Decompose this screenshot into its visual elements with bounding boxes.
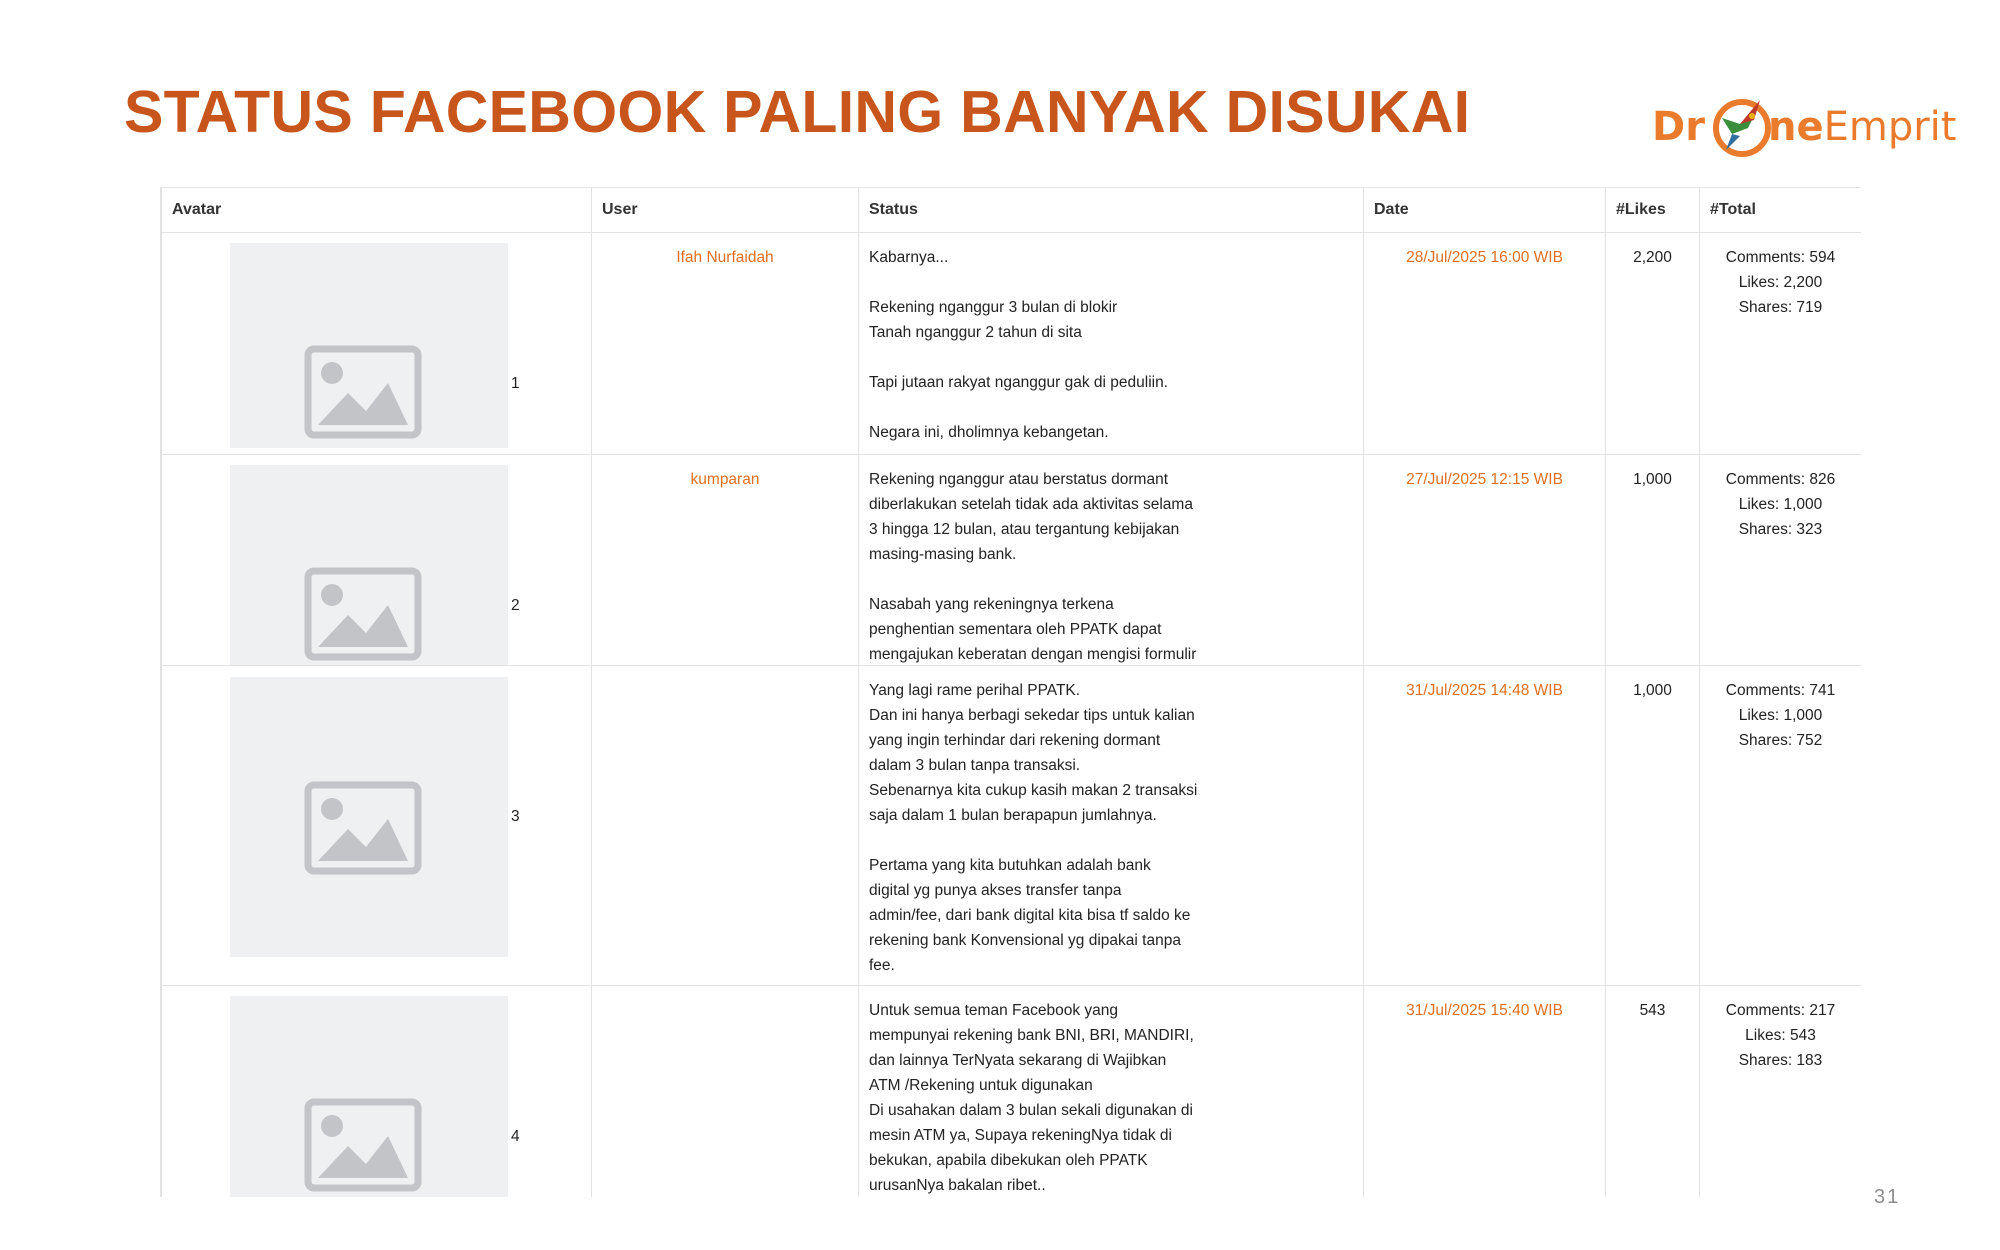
avatar-placeholder bbox=[230, 243, 508, 448]
avatar-placeholder bbox=[230, 996, 508, 1197]
shares-count: Shares: 752 bbox=[1738, 732, 1823, 749]
image-placeholder-icon bbox=[304, 345, 422, 439]
drone-emprit-logo bbox=[1650, 88, 1957, 164]
likes-total: Likes: 543 bbox=[1745, 1027, 1816, 1044]
table-row bbox=[162, 666, 1862, 986]
total-stats bbox=[1700, 986, 1862, 1198]
avatar-cell bbox=[162, 233, 592, 455]
rank-number: 3 bbox=[511, 808, 520, 825]
drone-bird-icon bbox=[1710, 90, 1774, 162]
header-status[interactable]: Status bbox=[859, 188, 1364, 233]
total-stats bbox=[1700, 455, 1862, 666]
header-total[interactable]: #Total bbox=[1700, 188, 1862, 233]
header-date[interactable]: Date bbox=[1364, 188, 1606, 233]
user-name[interactable] bbox=[592, 986, 859, 1198]
rank-number: 2 bbox=[511, 597, 520, 614]
comments-count: Comments: 741 bbox=[1725, 682, 1836, 699]
likes-count: 1,000 bbox=[1606, 455, 1700, 666]
post-date[interactable]: 31/Jul/2025 14:48 WIB bbox=[1364, 666, 1606, 986]
page-number: 31 bbox=[1874, 1186, 1901, 1208]
avatar-cell bbox=[162, 455, 592, 666]
avatar-cell bbox=[162, 666, 592, 986]
logo-text-rest: neEmprit bbox=[1768, 104, 1957, 150]
status-cell bbox=[859, 455, 1364, 666]
comments-count: Comments: 826 bbox=[1725, 471, 1836, 488]
status-text: Untuk semua teman Facebook yang mempunyai rekening bank BNI, BRI, MANDIRI, dan lainnya TerNyata sekarang di Wajibkan ATM /Rekening untuk digunakan Di usahakan dalam 3 bulan sekali digunakan di mesin ATM ya, Supaya rekeningNya tidak di bekukan, apabila dibekukan oleh PPATK urusanNya bakalan ribet.. bbox=[869, 1002, 1194, 1194]
shares-count: Shares: 323 bbox=[1738, 521, 1823, 538]
header-avatar[interactable]: Avatar bbox=[162, 188, 592, 233]
user-name[interactable] bbox=[592, 666, 859, 986]
slide-title: STATUS FACEBOOK PALING BANYAK DISUKAI bbox=[124, 79, 1471, 145]
shares-count: Shares: 183 bbox=[1738, 1052, 1823, 1069]
avatar-placeholder bbox=[230, 465, 508, 665]
header-likes[interactable]: #Likes bbox=[1606, 188, 1700, 233]
avatar-cell bbox=[162, 986, 592, 1198]
table-row bbox=[162, 986, 1862, 1198]
table-header-row bbox=[162, 188, 1862, 233]
avatar-placeholder bbox=[230, 677, 508, 957]
comments-count: Comments: 594 bbox=[1725, 249, 1836, 266]
table-row bbox=[162, 233, 1862, 455]
likes-count: 2,200 bbox=[1606, 233, 1700, 455]
header-user[interactable]: User bbox=[592, 188, 859, 233]
likes-count: 1,000 bbox=[1606, 666, 1700, 986]
likes-total: Likes: 1,000 bbox=[1738, 496, 1823, 513]
likes-count: 543 bbox=[1606, 986, 1700, 1198]
table-row bbox=[162, 455, 1862, 666]
status-text: Kabarnya... Rekening nganggur 3 bulan di blokir Tanah nganggur 2 tahun di sita Tapi jutaan rakyat nganggur gak di peduliin. Negara ini, dholimnya kebangetan. bbox=[869, 249, 1169, 441]
post-date[interactable]: 31/Jul/2025 15:40 WIB bbox=[1364, 986, 1606, 1198]
total-stats bbox=[1700, 233, 1862, 455]
status-cell bbox=[859, 233, 1364, 455]
image-placeholder-icon bbox=[304, 1098, 422, 1192]
user-name[interactable]: kumparan bbox=[592, 455, 859, 666]
post-date[interactable]: 28/Jul/2025 16:00 WIB bbox=[1364, 233, 1606, 455]
image-placeholder-icon bbox=[304, 567, 422, 661]
most-liked-status-table bbox=[161, 187, 1861, 1197]
comments-count: Comments: 217 bbox=[1725, 1002, 1836, 1019]
status-text: Rekening nganggur atau berstatus dormant diberlakukan setelah tidak ada aktivitas selama 3 hingga 12 bulan, atau tergantung kebijakan masing-masing bank. Nasabah yang rekeningnya terkena penghentian sementara oleh PPATK dapat mengajukan keberatan dengan mengisi formulir bbox=[869, 471, 1197, 663]
status-cell bbox=[859, 986, 1364, 1198]
status-text: Yang lagi rame perihal PPATK. Dan ini hanya berbagi sekedar tips untuk kalian yang ingin terhindar dari rekening dormant dalam 3 bulan tanpa transaksi. Sebenarnya kita cukup kasih makan 2 transaksi saja dalam 1 bulan berapapun jumlahnya. Pertama yang kita butuhkan adalah bank digital yg punya akses transfer tanpa admin/fee, dari bank digital kita bisa tf saldo ke rekening bank Konvensional yg dipakai tanpa fee. bbox=[869, 682, 1198, 974]
rank-number: 1 bbox=[511, 375, 520, 392]
likes-table-container[interactable] bbox=[160, 187, 1861, 1197]
user-name[interactable]: Ifah Nurfaidah bbox=[592, 233, 859, 455]
logo-text-dr: Dr bbox=[1652, 104, 1705, 150]
total-stats bbox=[1700, 666, 1862, 986]
image-placeholder-icon bbox=[304, 781, 422, 875]
likes-total: Likes: 1,000 bbox=[1738, 707, 1823, 724]
shares-count: Shares: 719 bbox=[1738, 299, 1823, 316]
rank-number: 4 bbox=[511, 1128, 520, 1145]
post-date[interactable]: 27/Jul/2025 12:15 WIB bbox=[1364, 455, 1606, 666]
status-cell bbox=[859, 666, 1364, 986]
likes-total: Likes: 2,200 bbox=[1738, 274, 1823, 291]
